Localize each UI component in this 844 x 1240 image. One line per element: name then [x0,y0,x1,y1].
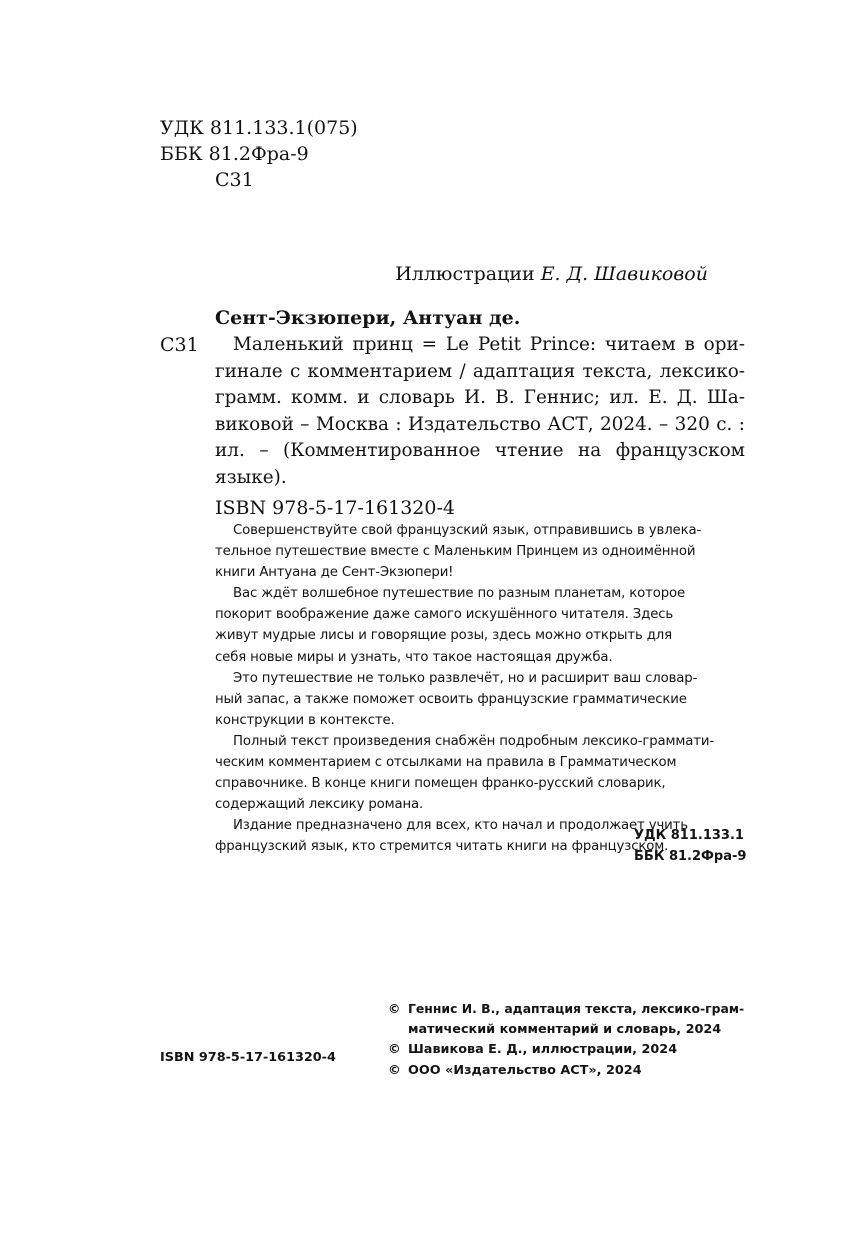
bib-line: виковой – Москва : Издательство АСТ, 2024. – 320 с. : [215,413,745,435]
annotation [215,520,745,858]
copyright-text: ООО «Издательство АСТ», 2024 [408,1062,642,1078]
copyright-entry [388,1061,748,1082]
bib-line: ил. – (Комментированное чтение на французском [215,440,745,461]
bbk-code: ББК 81.2Фра-9 [160,143,309,165]
annotation-line: себя новые миры и узнать, что такое настоящая дружба. [215,649,613,665]
annotation-line: конструкции в контексте. [215,712,395,728]
author-mark: С31 [215,169,254,191]
copyright-icon: © [388,1042,401,1057]
copyright-text: Шавикова Е. Д., иллюстрации, 2024 [408,1042,678,1057]
annotation-line: покорит воображение даже самого искушённого читателя. Здесь [215,607,674,623]
annotation-line: книги Антуана де Сент-Экзюпери! [215,565,454,581]
bibliographic-description [215,332,745,491]
annotation-line: Полный текст произведения снабжён подробным лексико-граммати- [233,733,714,749]
footer-isbn: ISBN 978-5-17-161320-4 [160,1050,336,1065]
annotation-line: ческим комментарием с отсылками на правила в Грамматическом [215,755,677,771]
annotation-line: Совершенствуйте свой французский язык, отправившись в увлека- [233,523,702,538]
footer-bbk: ББК 81.2Фра-9 [634,849,747,864]
annotation-line: тельное путешествие вместе с Маленьким Принцем из одноимённой [215,544,696,560]
udk-code: УДК 811.133.1(075) [160,117,358,139]
copyright-icon: © [388,1062,401,1078]
annotation-line: содержащий лексику романа. [215,797,424,813]
copyright-entry [388,999,748,1020]
copyright-block [388,999,748,1081]
copyright-icon: © [388,1001,401,1016]
bib-line: языке). [215,466,287,488]
annotation-line: живут мудрые лисы и говорящие розы, здесь можно открыть для [215,628,673,644]
bib-line: Маленький принц = Le Petit Prince: читаем в ори- [233,334,745,355]
annotation-line: Издание предназначено для всех, кто начал и продолжает учить [233,818,688,834]
annotation-line: Вас ждёт волшебное путешествие по разным планетам, которое [233,586,686,602]
bib-line: гинале с комментарием / адаптация текста, лексико- [215,360,745,382]
annotation-line: справочнике. В конце книги помещен франко-русский словарик, [215,776,666,792]
annotation-line: ный запас, а также поможет освоить французские грамматические [215,691,687,707]
author-heading: Сент-Экзюпери, Антуан де. [215,307,521,329]
annotation-line: Это путешествие не только развлечёт, но и расширит ваш словар- [233,670,698,686]
classification-block [160,115,358,193]
isbn: ISBN 978-5-17-161320-4 [215,497,455,519]
footer-classification [634,825,746,867]
copyright-entry [388,1040,748,1061]
illustrator-credit [160,261,708,287]
footer-udk: УДК 811.133.1 [634,828,744,843]
bib-line: грамм. комм. и словарь И. В. Геннис; ил. Е. Д. Ша- [215,387,745,408]
illustrator-prefix: Иллюстрации [395,263,541,285]
copyright-text: Геннис И. В., адаптация текста, лексико-грам- [408,1001,745,1016]
copyright-text: матический комментарий и словарь, 2024 [408,1021,722,1037]
illustrator-name: Е. Д. Шавиковой [540,263,708,285]
author-cipher: С31 [160,334,199,356]
annotation-line: французский язык, кто стремится читать книги на французском. [215,839,669,855]
copyright-entry-continued [388,1020,748,1041]
